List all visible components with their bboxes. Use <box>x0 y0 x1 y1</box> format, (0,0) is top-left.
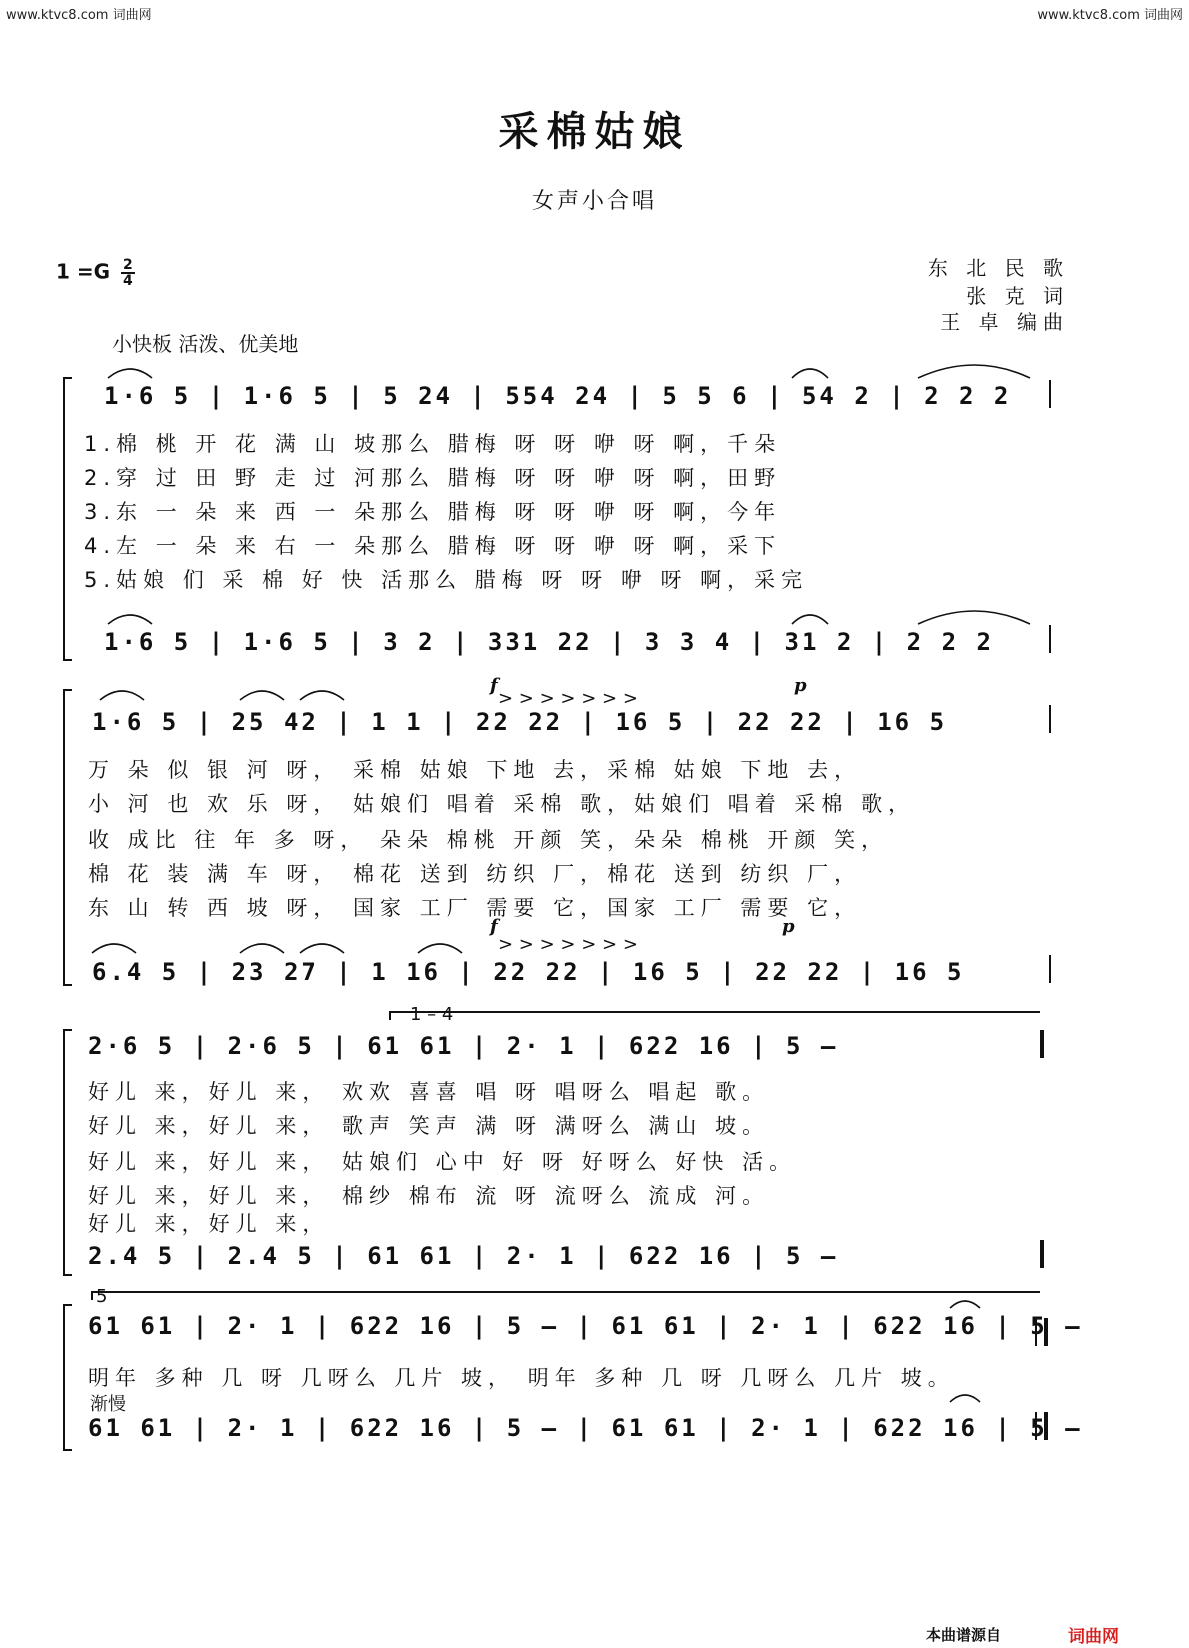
system2-upper-notes: 1·6 5 | 25 42 | 1 1 | 22 22 | 16 5 | 22 22 | 16 5 <box>92 708 948 736</box>
system1-lyric-1: 1.棉 桃 开 花 满 山 坡那么 腊梅 呀 呀 咿 呀 啊，千朵 <box>84 432 782 456</box>
time-numerator: 2 <box>123 257 133 273</box>
volta-label-1-4: 1 – 4 <box>410 1004 454 1025</box>
system1-lyric-5: 5.姑娘 们 采 棉 好 快 活那么 腊梅 呀 呀 咿 呀 啊，采完 <box>84 568 809 592</box>
system4-upper-notes: 61 61 | 2· 1 | 622 16 | 5 – | 61 61 | 2· 1 | 622 16 | 5 – <box>88 1312 1083 1340</box>
system2-lyric-3: 收 成比 往 年 多 呀， 朵朵 棉桃 开颜 笑，朵朵 棉桃 开颜 笑， <box>88 828 889 852</box>
system2-lyric-4: 棉 花 装 满 车 呀， 棉花 送到 纺织 厂，棉花 送到 纺织 厂， <box>88 862 862 886</box>
song-subtitle: 女声小合唱 <box>531 189 657 214</box>
key-label: 1 =G <box>56 259 111 284</box>
system3-lyric-1: 好儿 来，好儿 来， 欢欢 喜喜 唱 呀 唱呀么 唱起 歌。 <box>88 1080 770 1104</box>
system2-lyric-2: 小 河 也 欢 乐 呀， 姑娘们 唱着 采棉 歌，姑娘们 唱着 采棉 歌， <box>88 792 916 816</box>
credit-arranger: 王 卓 编曲 <box>940 310 1069 334</box>
bracket-system-2 <box>64 690 72 985</box>
watermark-left: www.ktvc8.com 词曲网 <box>6 8 152 23</box>
system3-lyric-3: 好儿 来，好儿 来， 姑娘们 心中 好 呀 好呀么 好快 活。 <box>88 1150 797 1174</box>
system2-lyric-5: 东 山 转 西 坡 呀， 国家 工厂 需要 它，国家 工厂 需要 它， <box>88 896 862 920</box>
bracket-system-1 <box>64 378 72 660</box>
dynamic-piano-upper: p <box>794 675 807 696</box>
fermata-upper <box>950 1301 980 1308</box>
system1-lyric-3: 3.东 一 朵 来 西 一 朵那么 腊梅 呀 呀 咿 呀 啊，今年 <box>84 500 782 524</box>
system1-lyric-2: 2.穿 过 田 野 走 过 河那么 腊梅 呀 呀 咿 呀 啊，田野 <box>84 466 782 490</box>
footer-site-logo[interactable]: 词曲网 <box>1068 1627 1119 1647</box>
volta-bracket-5 <box>92 1292 1040 1300</box>
credit-origin: 东 北 民 歌 <box>927 256 1069 280</box>
system2-lower-notes: 6.4 5 | 23 27 | 1 16 | 22 22 | 16 5 | 22 22 | 16 5 <box>92 958 965 986</box>
system1-upper-notes: 1·6 5 | 1·6 5 | 5 24 | 554 24 | 5 5 6 | 54 2 | 2 2 2 <box>104 382 1012 410</box>
system3-upper-notes: 2·6 5 | 2·6 5 | 61 61 | 2· 1 | 622 16 | 5 – <box>88 1032 839 1060</box>
time-denominator: 4 <box>123 273 133 289</box>
credit-lyricist: 张 克 词 <box>966 284 1069 308</box>
bracket-system-3 <box>64 1030 72 1275</box>
bracket-system-4 <box>64 1305 72 1450</box>
system3-lyric-5: 好儿 来，好儿 来， <box>88 1212 330 1236</box>
watermark-right: www.ktvc8.com 词曲网 <box>1037 8 1183 23</box>
dynamic-forte-lower: f <box>490 916 498 937</box>
fermata-lower <box>950 1395 980 1402</box>
song-title: 采棉姑娘 <box>498 108 691 155</box>
volta-bracket-1-4 <box>390 1012 1040 1020</box>
dynamic-piano-lower: p <box>782 916 795 937</box>
accents-lower: > > > > > > > <box>498 934 638 955</box>
system2-lyric-1: 万 朵 似 银 河 呀， 采棉 姑娘 下地 去，采棉 姑娘 下地 去， <box>88 758 862 782</box>
system4-lower-notes: 61 61 | 2· 1 | 622 16 | 5 – | 61 61 | 2· 1 | 622 16 | 5 – <box>88 1414 1083 1442</box>
footer-source: 本曲谱源自 <box>926 1626 1002 1644</box>
system1-lyric-4: 4.左 一 朵 来 右 一 朵那么 腊梅 呀 呀 咿 呀 啊，采下 <box>84 534 782 558</box>
system3-lyric-4: 好儿 来，好儿 来， 棉纱 棉布 流 呀 流呀么 流成 河。 <box>88 1184 770 1208</box>
system4-lyric: 明年 多种 几 呀 几呀么 几片 坡， 明年 多种 几 呀 几呀么 几片 坡。 <box>88 1366 955 1390</box>
accents-upper: > > > > > > > <box>498 688 638 709</box>
ritardando-marking: 渐慢 <box>90 1394 126 1415</box>
volta-label-5: 5 <box>96 1286 108 1307</box>
system1-lower-notes: 1·6 5 | 1·6 5 | 3 2 | 331 22 | 3 3 4 | 31 2 | 2 2 2 <box>104 628 994 656</box>
system3-lyric-2: 好儿 来，好儿 来， 歌声 笑声 满 呀 满呀么 满山 坡。 <box>88 1114 770 1138</box>
system3-lower-notes: 2.4 5 | 2.4 5 | 61 61 | 2· 1 | 622 16 | 5 – <box>88 1242 839 1270</box>
dynamic-forte-upper: f <box>490 675 498 696</box>
tempo-marking: 小快板 活泼、优美地 <box>112 332 299 356</box>
